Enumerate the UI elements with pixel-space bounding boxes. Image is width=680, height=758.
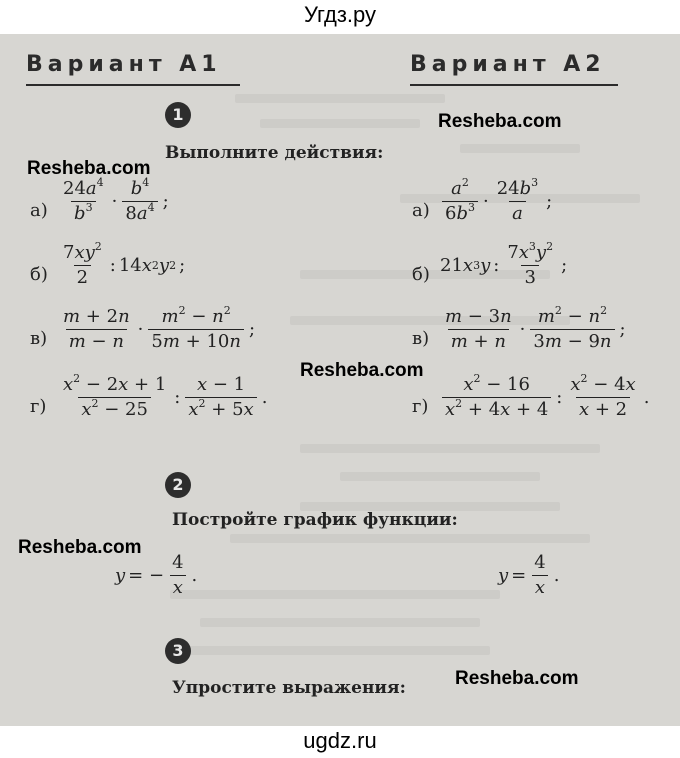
watermark: Resheba.com: [18, 537, 142, 558]
watermark: Resheba.com: [455, 668, 579, 689]
watermark: Resheba.com: [438, 111, 562, 132]
bleed-through: [170, 646, 490, 655]
function-a2: y = $\frac{4}{x}$ .: [498, 552, 560, 598]
expr-a2-v: $\frac{m - 3n}{m + n}$ · $\frac{m^2 - n^2}{3m - 9n}$ ;: [445, 304, 626, 352]
bleed-through: [230, 534, 590, 543]
function-a1: y = − $\frac{4}{x}$ .: [115, 552, 198, 598]
bleed-through: [260, 119, 420, 128]
item-label-b: б): [30, 264, 48, 285]
watermark: Resheba.com: [27, 158, 151, 179]
task-2-number-icon: 2: [165, 472, 191, 498]
expr-a1-a: $\frac{24a^4}{b^3}$ · $\frac{b^4}{8a^4}$ ;: [63, 176, 169, 224]
item-label-a: а): [412, 200, 430, 221]
bleed-through: [170, 590, 500, 599]
expr-a2-g: $\frac{x^2 - 16}{x^2 + 4x + 4}$ : $\frac{x^2 - 4x}{x + 2}$ .: [440, 374, 652, 421]
task-1-number-icon: 1: [165, 102, 191, 128]
expr-a1-v: $\frac{m + 2n}{m - n}$ · $\frac{m^2 - n^2}{5m + 10n}$ ;: [63, 304, 256, 352]
bleed-through: [200, 618, 480, 627]
bleed-through: [340, 472, 540, 481]
variant-a1-title: Вариант А1: [26, 52, 222, 77]
bleed-through: [300, 444, 600, 453]
watermark: Resheba.com: [300, 360, 424, 381]
item-label-g: г): [30, 396, 47, 417]
site-header[interactable]: Угдз.ру: [303, 2, 377, 27]
item-label-v: в): [30, 328, 48, 349]
item-label-b: б): [412, 264, 430, 285]
item-label-a: а): [30, 200, 48, 221]
site-footer[interactable]: ugdz.ru: [303, 728, 377, 753]
item-label-g: г): [412, 396, 429, 417]
variant-a1-underline: [26, 84, 240, 86]
task-3-heading: Упростите выражения:: [172, 678, 406, 698]
item-label-v: в): [412, 328, 430, 349]
task-3-number-icon: 3: [165, 638, 191, 664]
expr-a2-a: $\frac{a^2}{6b^3}$ · $\frac{24b^3}{a}$ ;: [440, 178, 555, 225]
bleed-through: [235, 94, 445, 103]
expr-a2-b: 21 x 3 y : $\frac{7x^3y^2}{3}$ ;: [440, 240, 568, 288]
expr-a1-g: $\frac{x^2 - 2x + 1}{x^2 - 25}$ : $\frac{x - 1}{x^2 + 5x}$ .: [63, 372, 268, 420]
bleed-through: [460, 144, 580, 153]
task-2-heading: Постройте график функции:: [172, 510, 458, 530]
task-1-heading: Выполните действия:: [165, 143, 384, 163]
expr-a1-b: $\frac{7xy^2}{2}$ : 14 x 2 y 2 ;: [63, 240, 186, 288]
variant-a2-title: Вариант А2: [410, 52, 606, 77]
variant-a2-underline: [410, 84, 618, 86]
